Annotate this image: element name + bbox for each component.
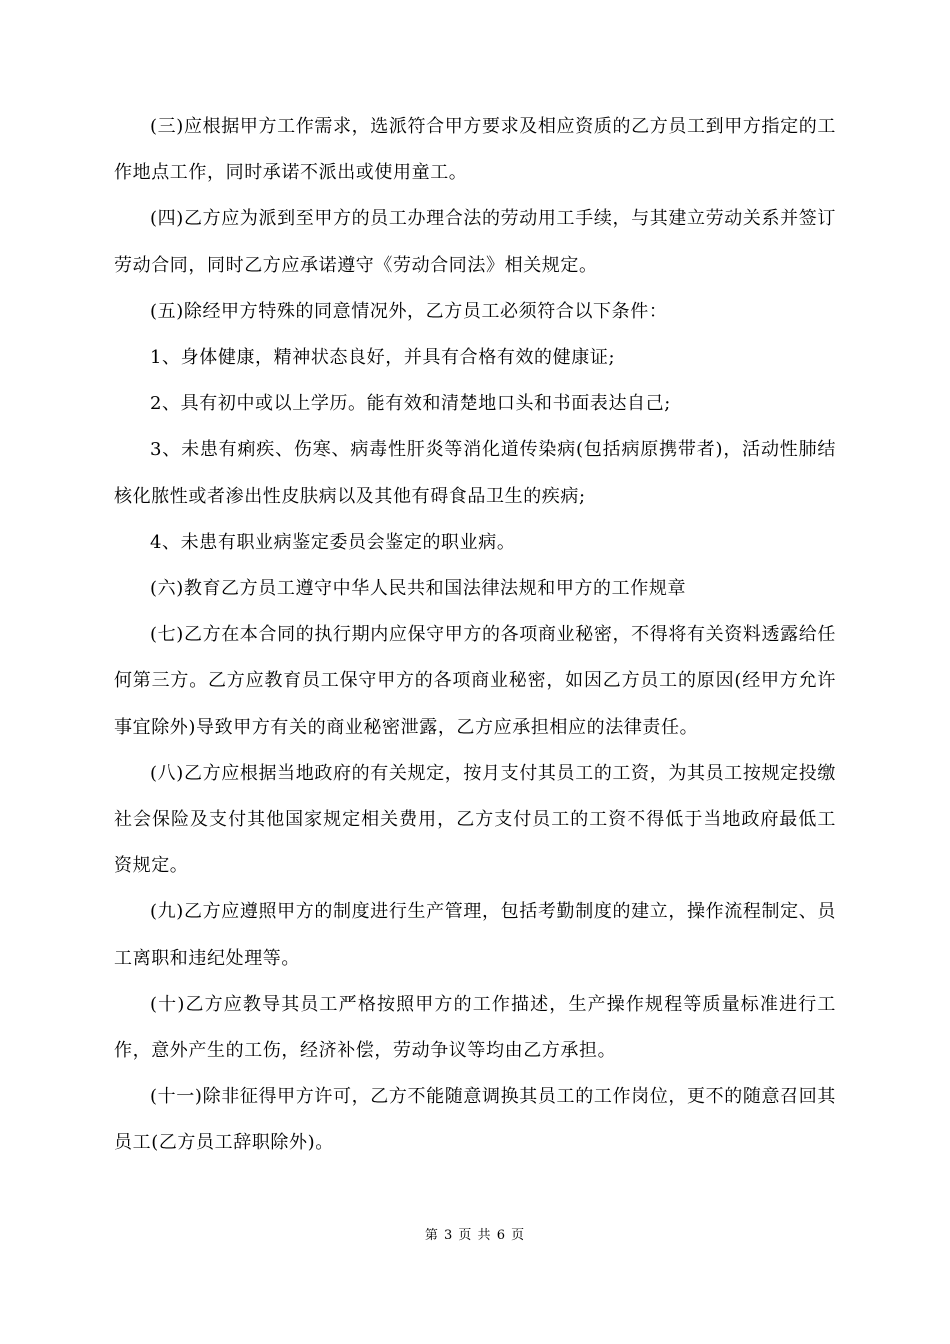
page-number-footer: 第 3 页 共 6 页 bbox=[424, 1228, 526, 1243]
paragraph-9: (九)乙方应遵照甲方的制度进行生产管理，包括考勤制度的建立，操作流程制定、员工离职和违纪处理等。 bbox=[114, 901, 836, 969]
paragraph-5: (五)除经甲方特殊的同意情况外，乙方员工必须符合以下条件： bbox=[150, 300, 668, 322]
paragraph-7: (七)乙方在本合同的执行期内应保守甲方的各项商业秘密，不得将有关资料透露给任何第三方。乙方应教育员工保守甲方的各项商业秘密，如因乙方员工的原因(经甲方允许事宜除外)导致甲方有关的商业秘密泄露，乙方应承担相应的法律责任。 bbox=[114, 624, 836, 738]
document-body bbox=[114, 104, 836, 1167]
condition-2: 2、具有初中或以上学历。能有效和清楚地口头和书面表达自己; bbox=[150, 393, 671, 415]
paragraph-3: (三)应根据甲方工作需求，选派符合甲方要求及相应资质的乙方员工到甲方指定的工作地点工作，同时承诺不派出或使用童工。 bbox=[114, 116, 836, 184]
paragraph-10: (十)乙方应教导其员工严格按照甲方的工作描述，生产操作规程等质量标准进行工作，意外产生的工伤，经济补偿，劳动争议等均由乙方承担。 bbox=[114, 993, 836, 1062]
paragraph-11: (十一)除非征得甲方许可，乙方不能随意调换其员工的工作岗位，更不的随意召回其员工(乙方员工辞职除外)。 bbox=[114, 1086, 836, 1154]
condition-3: 3、未患有痢疾、伤寒、病毒性肝炎等消化道传染病(包括病原携带者)，活动性肺结核化脓性或者渗出性皮肤病以及其他有碍食品卫生的疾病; bbox=[114, 439, 836, 507]
condition-4: 4、未患有职业病鉴定委员会鉴定的职业病。 bbox=[150, 531, 516, 553]
condition-1: 1、身体健康，精神状态良好，并具有合格有效的健康证; bbox=[150, 347, 616, 369]
paragraph-4: (四)乙方应为派到至甲方的员工办理合法的劳动用工手续，与其建立劳动关系并签订劳动合同，同时乙方应承诺遵守《劳动合同法》相关规定。 bbox=[114, 208, 836, 276]
paragraph-8: (八)乙方应根据当地政府的有关规定，按月支付其员工的工资，为其员工按规定投缴社会保险及支付其他国家规定相关费用，乙方支付员工的工资不得低于当地政府最低工资规定。 bbox=[114, 762, 836, 877]
paragraph-6: (六)教育乙方员工遵守中华人民共和国法律法规和甲方的工作规章 bbox=[150, 578, 687, 600]
